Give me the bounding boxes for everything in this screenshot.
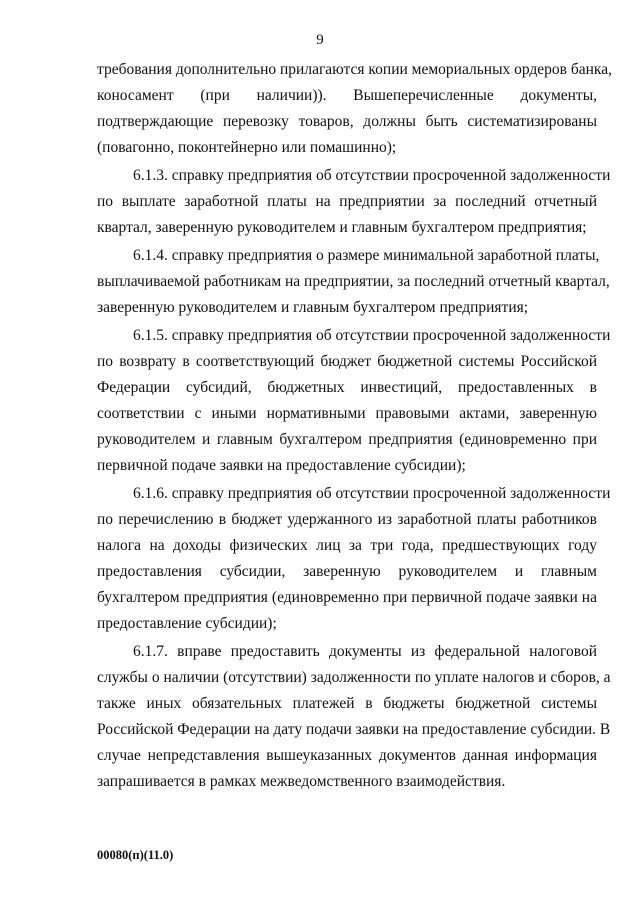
text-line: выплачиваемой работникам на предприятии, за последний отчетный квартал,	[97, 273, 610, 290]
text-line: предоставление субсидии);	[97, 615, 277, 632]
text-line: по возврату в соответствующий бюджет бюджетной системы Российской	[97, 353, 597, 370]
text-line: по выплате заработной платы на предприятии за последний отчетный	[97, 193, 597, 210]
paragraph-item-6-1-3	[97, 163, 611, 241]
text-line: подтверждающие перевозку товаров, должны быть систематизированы	[97, 113, 597, 130]
paragraph-item-6-1-5	[97, 323, 611, 479]
text-line: заверенную руководителем и главным бухгалтером предприятия;	[97, 299, 529, 316]
paragraph-continuation	[97, 57, 612, 161]
text-line: первичной подаче заявки на предоставление субсидии);	[97, 457, 466, 474]
text-line: соответствии с иными нормативными правовыми актами, заверенную	[97, 405, 597, 422]
page-number: 9	[316, 32, 324, 48]
text-line: по перечислению в бюджет удержанного из заработной платы работников	[97, 511, 597, 528]
paragraph-item-6-1-7	[97, 639, 611, 795]
text-line: (повагонно, поконтейнерно или помашинно);	[97, 139, 397, 156]
text-line: руководителем и главным бухгалтером предприятия (единовременно при	[97, 431, 597, 448]
text-line: коносамент (при наличии)). Вышеперечисленные документы,	[97, 87, 597, 104]
text-line: запрашивается в рамках межведомственного взаимодействия.	[97, 773, 506, 790]
text-line: 6.1.4. справку предприятия о размере минимальной заработной платы,	[133, 247, 600, 264]
document-body	[97, 57, 612, 795]
text-line: также иных обязательных платежей в бюджеты бюджетной системы	[97, 695, 597, 712]
text-line: 6.1.6. справку предприятия об отсутствии просроченной задолженности	[133, 485, 611, 502]
text-line: Федерации субсидий, бюджетных инвестиций, предоставленных в	[97, 379, 597, 396]
text-line: случае непредставления вышеуказанных документов данная информация	[97, 747, 597, 764]
text-line: бухгалтером предприятия (единовременно при первичной подаче заявки на	[97, 589, 597, 606]
text-line: 6.1.7. вправе предоставить документы из федеральной налоговой	[133, 643, 597, 660]
text-line: квартал, заверенную руководителем и главным бухгалтером предприятия;	[97, 219, 587, 236]
document-code: 00080(п)(11.0)	[97, 848, 174, 862]
text-line: Российской Федерации на дату подачи заявки на предоставление субсидии. В	[97, 721, 611, 738]
text-line: требования дополнительно прилагаются копии мемориальных ордеров банка,	[97, 61, 612, 78]
text-line: 6.1.5. справку предприятия об отсутствии просроченной задолженности	[133, 327, 611, 344]
text-line: предоставления субсидии, заверенную руководителем и главным	[97, 563, 597, 580]
text-line: налога на доходы физических лиц за три года, предшествующих году	[97, 537, 597, 554]
text-line: 6.1.3. справку предприятия об отсутствии просроченной задолженности	[133, 167, 611, 184]
paragraph-item-6-1-4	[97, 243, 610, 321]
text-line: службы о наличии (отсутствии) задолженности по уплате налогов и сборов, а	[97, 669, 611, 686]
paragraph-item-6-1-6	[97, 481, 611, 637]
